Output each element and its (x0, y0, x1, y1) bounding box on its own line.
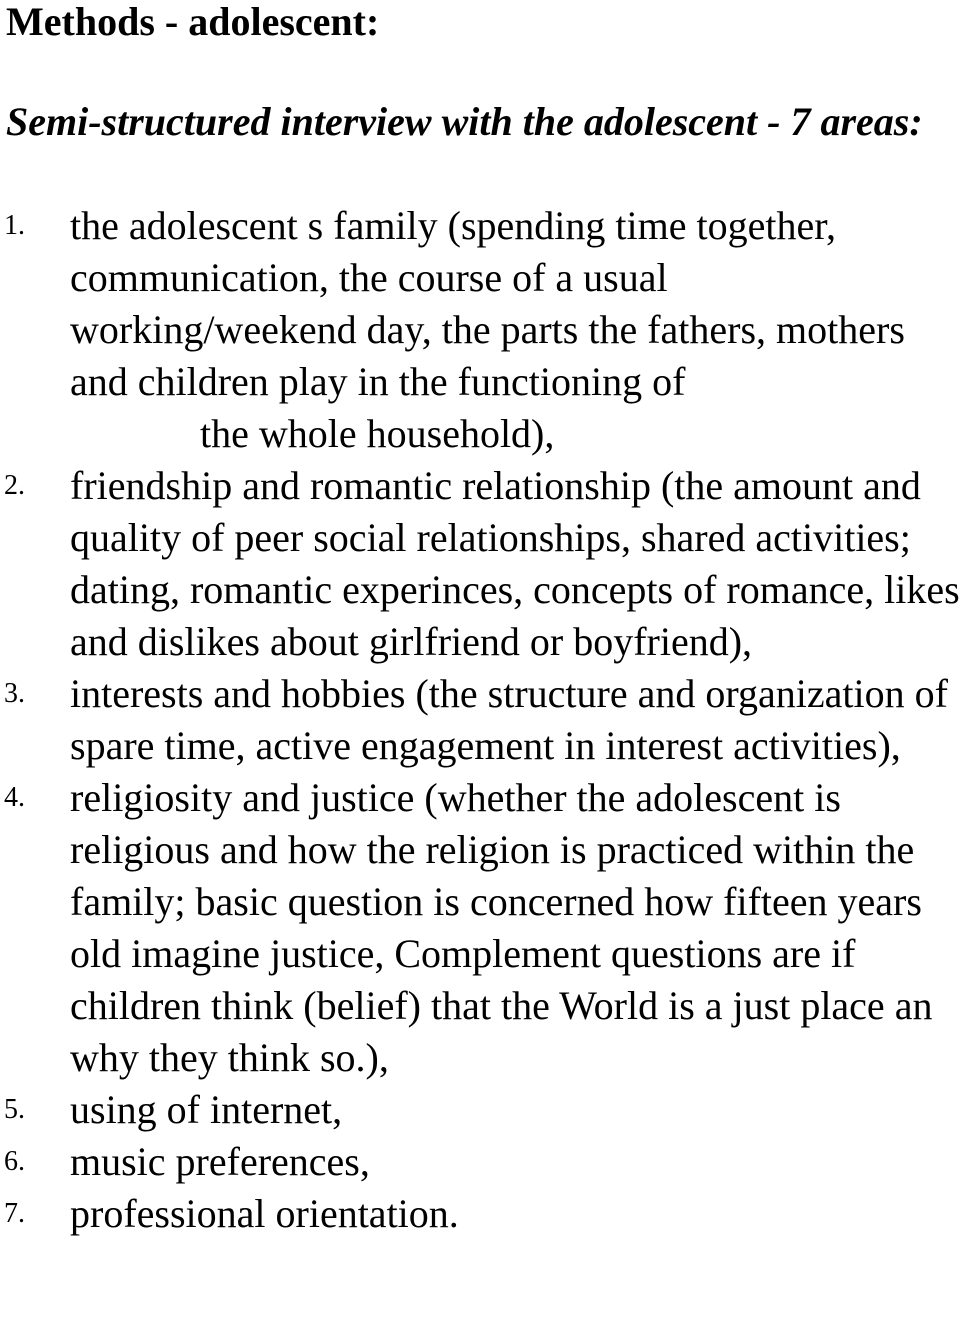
list-item-text: professional orientation. (70, 1191, 459, 1236)
list-item-text: using of internet, (70, 1087, 343, 1132)
list-item-professional (0, 1188, 960, 1240)
list-item-interests (0, 668, 960, 772)
list-item-text: interests and hobbies (the structure and organization of spare time, active engagement in interest activities), (70, 671, 948, 768)
list-item-religiosity (0, 772, 960, 1084)
list-item-number: 5. (4, 1094, 25, 1125)
list-item-family (0, 200, 960, 460)
list-item-text: friendship and romantic relationship (the amount and quality of peer social relationships, shared activities; dating, romantic experinces, concepts of romance, likes and dislikes about girlfriend or boyfriend), (70, 463, 960, 664)
list-item-number: 2. (4, 470, 25, 501)
list-item-text: religiosity and justice (whether the adolescent is religious and how the religion is practiced within the family; basic question is concerned how fifteen years old imagine justice, Complement questions are if children think (belief) that the World is a just place an why they think so.), (70, 775, 933, 1080)
list-item-friendship (0, 460, 960, 668)
interview-areas-list (0, 200, 960, 1240)
list-item-number: 3. (4, 678, 25, 709)
list-item-text-continuation: the whole household), (200, 411, 555, 456)
page-title: Methods - adolescent: (6, 0, 380, 44)
list-item-number: 6. (4, 1146, 25, 1177)
list-item-internet (0, 1084, 960, 1136)
section-subtitle: Semi-structured interview with the adolescent - 7 areas: (6, 99, 923, 144)
list-item-number: 1. (4, 210, 25, 241)
list-item-number: 7. (4, 1198, 25, 1229)
list-item-music (0, 1136, 960, 1188)
list-item-text: the adolescent s family (spending time together, communication, the course of a usual working/weekend day, the parts the fathers, mothers and children play in the functioning of (70, 203, 905, 404)
list-item-number: 4. (4, 782, 25, 813)
list-item-text: music preferences, (70, 1139, 370, 1184)
